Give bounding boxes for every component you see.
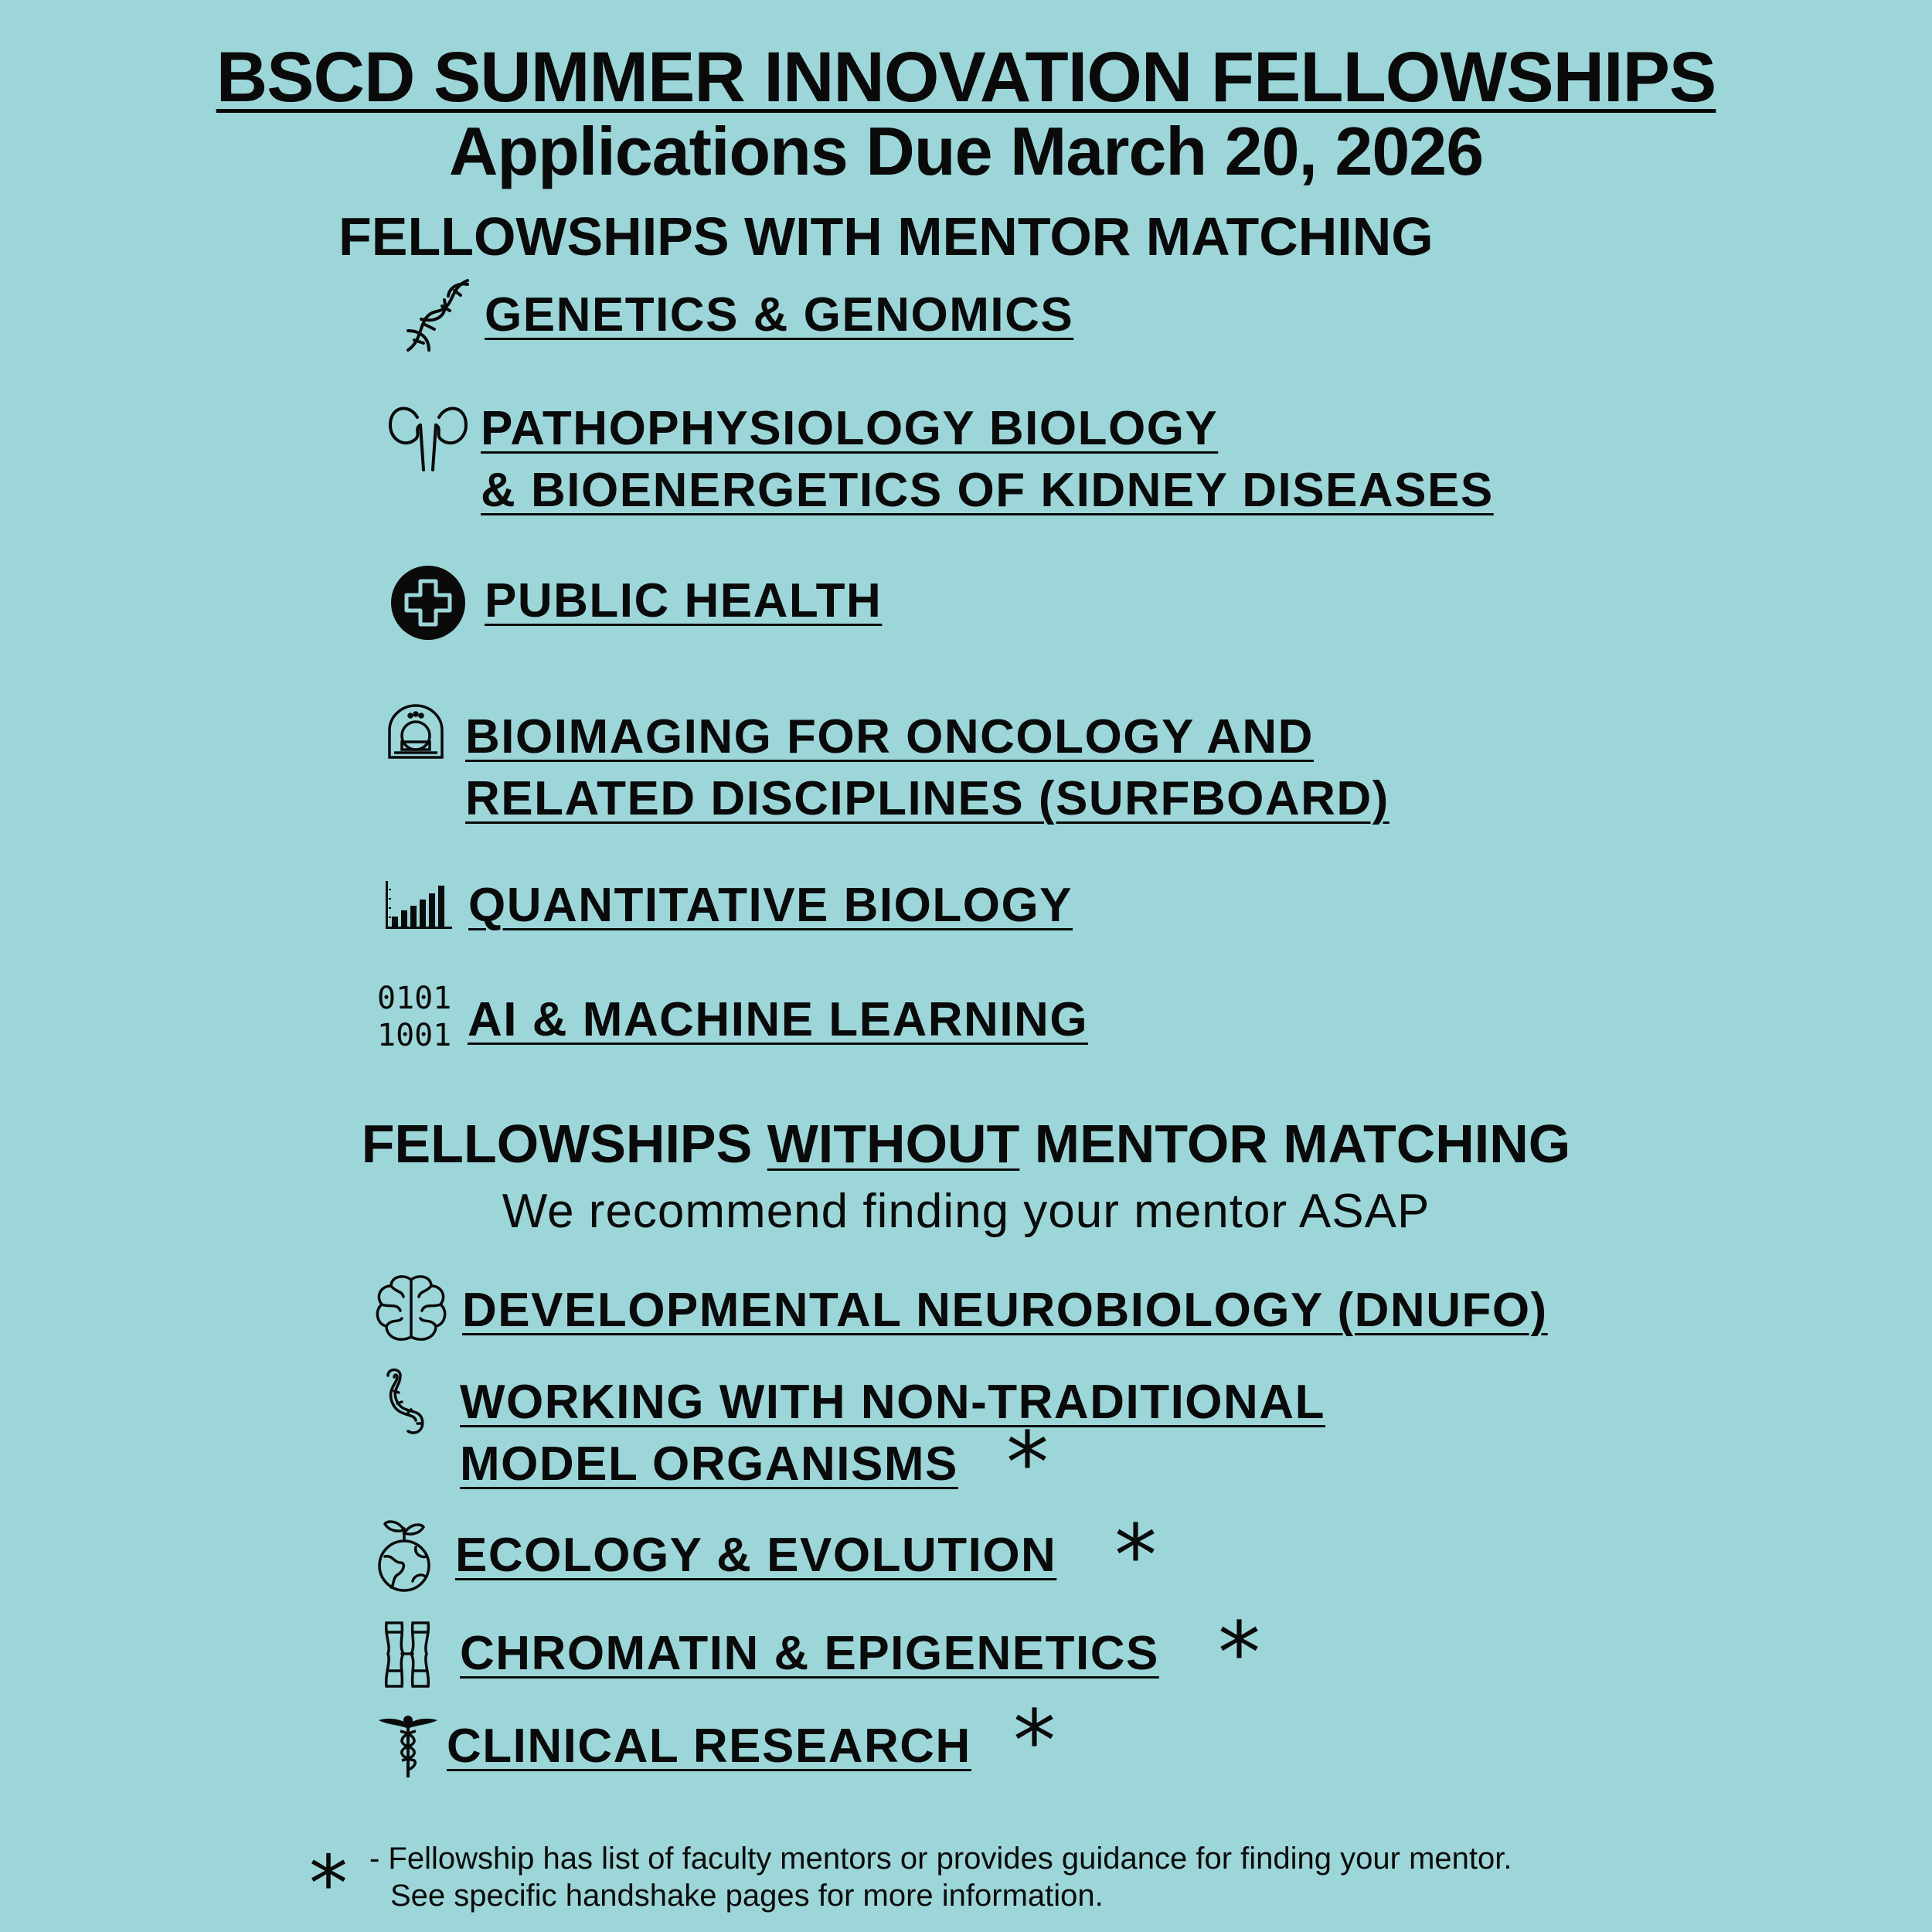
footnote-asterisk: *	[309, 1838, 348, 1929]
page-title-text: BSCD SUMMER INNOVATION FELLOWSHIPS	[216, 38, 1716, 117]
fellowship-label: CLINICAL RESEARCH	[447, 1719, 971, 1773]
fellowship-label: PATHOPHYSIOLOGY BIOLOGY	[481, 402, 1219, 455]
fellowship-item-clinical-research[interactable]	[447, 1716, 971, 1777]
fellowship-label: PUBLIC HEALTH	[485, 574, 883, 628]
asterisk-marker: *	[1006, 1413, 1049, 1512]
caduceus-icon	[377, 1714, 439, 1779]
fellowship-item-non-traditional-organisms[interactable]	[460, 1372, 1325, 1495]
fellowship-label: WORKING WITH NON-TRADITIONAL	[460, 1376, 1325, 1429]
heading-part: FELLOWSHIPS	[361, 1114, 767, 1174]
binary-line: 1001	[377, 1018, 452, 1053]
footnote-line: - Fellowship has list of faculty mentors or provides guidance for finding your mentor.	[369, 1842, 1512, 1876]
earth-plant-icon	[376, 1516, 433, 1594]
fellowship-label: ECOLOGY & EVOLUTION	[455, 1529, 1057, 1582]
asterisk-marker: *	[1218, 1604, 1260, 1702]
fellowship-item-ai-ml[interactable]	[468, 989, 1088, 1051]
mri-scanner-icon	[385, 703, 447, 765]
page-title	[0, 37, 1932, 118]
fellowship-label: BIOIMAGING FOR ONCOLOGY AND	[465, 710, 1314, 764]
section-heading-with-mentor: FELLOWSHIPS WITH MENTOR MATCHING	[338, 206, 1434, 267]
kidney-icon	[386, 402, 470, 471]
section-heading-without-mentor	[0, 1113, 1932, 1175]
fellowship-item-kidney[interactable]	[481, 398, 1494, 522]
asterisk-marker: *	[1013, 1692, 1056, 1791]
binary-line: 0101	[377, 981, 452, 1016]
fellowship-label: DEVELOPMENTAL NEUROBIOLOGY (DNUFO)	[462, 1284, 1548, 1337]
fellowship-label: MODEL ORGANISMS	[460, 1437, 958, 1491]
brain-icon	[374, 1274, 448, 1345]
worm-icon	[380, 1368, 434, 1437]
fellowship-item-chromatin-epigenetics[interactable]	[460, 1623, 1159, 1685]
binary-icon	[377, 980, 451, 1054]
fellowship-label: AI & MACHINE LEARNING	[468, 993, 1089, 1046]
fellowship-label: CHROMATIN & EPIGENETICS	[460, 1627, 1159, 1680]
bar-chart-icon	[384, 879, 454, 930]
heading-part: MENTOR MATCHING	[1019, 1114, 1571, 1174]
fellowship-label: QUANTITATIVE BIOLOGY	[468, 879, 1073, 932]
fellowship-item-bioimaging[interactable]	[465, 706, 1389, 830]
fellowship-label: RELATED DISCIPLINES (SURFBOARD)	[465, 772, 1389, 825]
footnote	[369, 1840, 1512, 1914]
heading-emphasis: WITHOUT	[767, 1114, 1020, 1174]
fellowship-item-genetics[interactable]	[485, 284, 1073, 346]
footnote-line: See specific handshake pages for more information.	[390, 1879, 1104, 1913]
chromosome-icon	[380, 1620, 434, 1689]
fellowship-item-public-health[interactable]	[485, 570, 882, 632]
fellowship-label: GENETICS & GENOMICS	[485, 288, 1074, 342]
asterisk-marker: *	[1114, 1506, 1157, 1605]
mentor-recommendation: We recommend finding your mentor ASAP	[502, 1185, 1430, 1238]
fellowship-label: & BIOENERGETICS OF KIDNEY DISEASES	[481, 464, 1494, 517]
fellowship-item-quantitative-biology[interactable]	[468, 875, 1073, 937]
medical-cross-icon	[389, 564, 467, 641]
application-deadline: Applications Due March 20, 2026	[448, 113, 1484, 189]
fellowship-item-developmental-neurobiology[interactable]	[462, 1280, 1548, 1342]
dna-icon	[402, 277, 471, 354]
fellowship-item-ecology-evolution[interactable]	[455, 1525, 1056, 1587]
